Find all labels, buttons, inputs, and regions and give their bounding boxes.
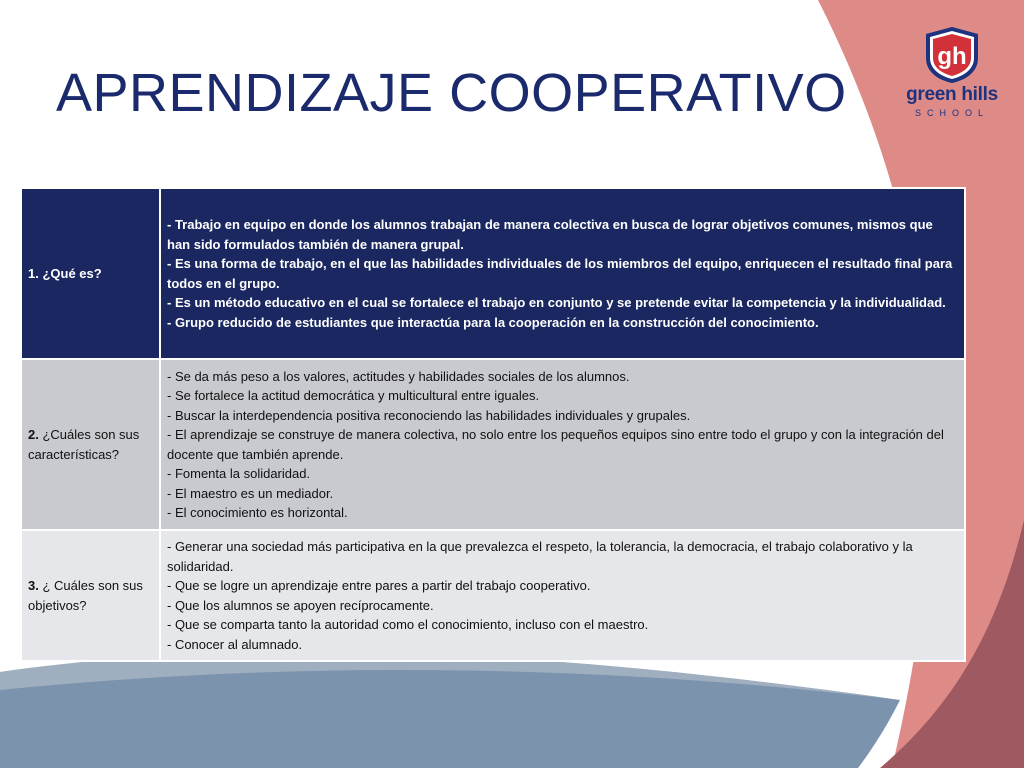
row-content — [160, 188, 965, 359]
content-line: - El conocimiento es horizontal. — [167, 505, 348, 520]
content-line: - Fomenta la solidaridad. — [167, 466, 311, 481]
content-line: - Es un método educativo en el cual se fortalece el trabajo en conjunto y se pretende evitar la competencia y la individualidad. — [167, 295, 946, 310]
page-title: APRENDIZAJE COOPERATIVO — [56, 63, 847, 123]
row-label-number: 1. — [28, 265, 43, 281]
content-line: - Se fortalece la actitud democrática y multicultural entre iguales. — [167, 388, 540, 403]
row-content — [160, 530, 965, 661]
row-label-text: ¿Cuáles son sus características? — [28, 427, 140, 462]
content-line: - Se da más peso a los valores, actitudes y habilidades sociales de los alumnos. — [167, 368, 630, 384]
row-label-text: ¿ Cuáles son sus objetivos? — [28, 578, 143, 613]
school-logo — [892, 26, 1012, 126]
content-line: - Que se logre un aprendizaje entre pares a partir del trabajo cooperativo. — [167, 578, 591, 593]
table-row — [21, 530, 965, 661]
row-label — [21, 188, 160, 359]
content-line: - Que se comparta tanto la autoridad como el conocimiento, incluso con el maestro. — [167, 617, 649, 632]
table-row — [21, 359, 965, 530]
shield-logo-icon — [924, 26, 980, 84]
content-line: - Buscar la interdependencia positiva reconociendo las habilidades individuales y grupales. — [167, 407, 691, 423]
content-line: - Es una forma de trabajo, en el que las habilidades individuales de los miembros del equipo, enriquecen el resultado final para todos en el grupo. — [167, 256, 953, 291]
content-line: - Grupo reducido de estudiantes que interactúa para la cooperación en la construcción del conocimiento. — [167, 314, 819, 330]
table-row — [21, 188, 965, 359]
content-line: - El maestro es un mediador. — [167, 485, 334, 501]
content-table — [20, 187, 966, 662]
row-content — [160, 359, 965, 530]
row-label — [21, 359, 160, 530]
content-line: - Que los alumnos se apoyen recíprocamente. — [167, 597, 434, 613]
row-label-number: 3. — [28, 578, 39, 593]
logo-subtitle: SCHOOL — [914, 108, 989, 118]
logo-name: green hills — [906, 84, 998, 105]
content-line: - Conocer al alumnado. — [167, 636, 303, 652]
row-label-text: ¿Qué es? — [42, 265, 102, 281]
content-line: - Generar una sociedad más participativa en la que prevalezca el respeto, la tolerancia, la democracia, el trabajo colaborativo y la solidaridad. — [167, 539, 913, 574]
logo-badge-text: gh — [937, 43, 967, 70]
content-line: - El aprendizaje se construye de manera colectiva, no solo entre los pequeños equipos sino entre todo el grupo y con la integración del docente que también aprende. — [167, 427, 944, 462]
row-label — [21, 530, 160, 661]
row-label-number: 2. — [28, 427, 39, 442]
content-line: - Trabajo en equipo en donde los alumnos trabajan de manera colectiva en busca de lograr objetivos comunes, mismos que han sido formulados también de manera grupal. — [167, 217, 933, 252]
